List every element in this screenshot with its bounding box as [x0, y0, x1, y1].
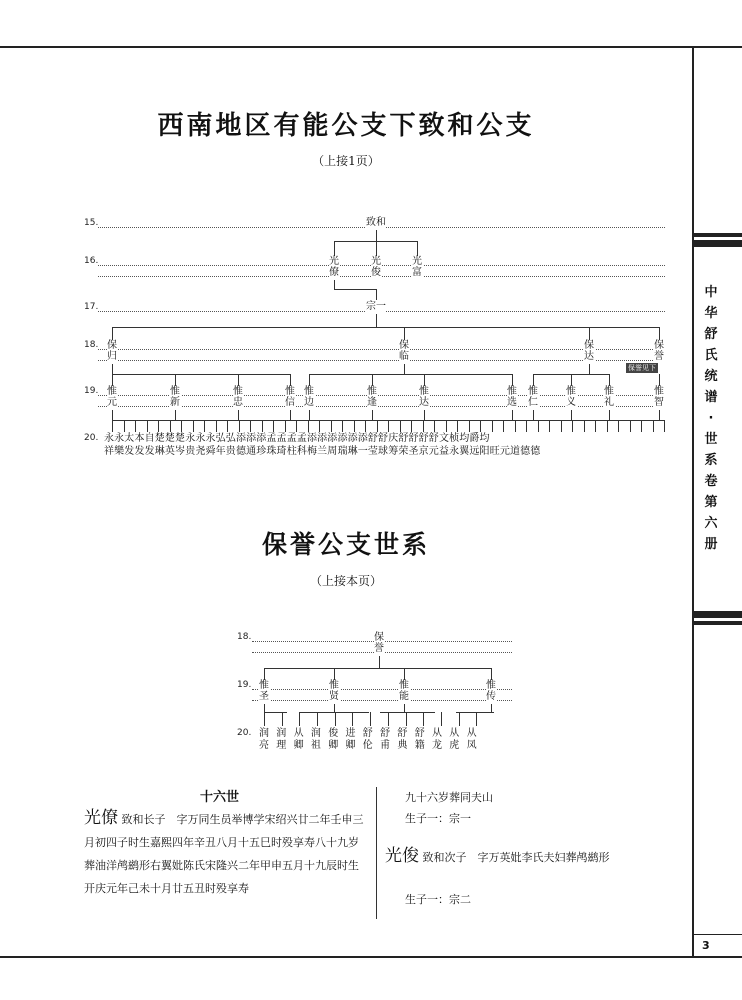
bio-entry-guangjun [385, 845, 670, 869]
generation-heading: 十六世 [200, 790, 240, 805]
person-t2-gen19-4: 惟 传 [486, 680, 496, 702]
person-gen19-8: 惟 选 [507, 386, 517, 408]
person-baoyu: 保 誉 [654, 340, 664, 362]
section-title: 保誉公支世系 [261, 530, 430, 559]
gen-label-20: 20. [84, 433, 99, 443]
bottom-border [0, 956, 742, 958]
sidebar-band-bottom-2 [694, 621, 742, 625]
section-subtitle: （上接本页） [309, 574, 382, 588]
gen-label-17: 17. [84, 302, 99, 312]
bio-name-guangjun: 光俊 [385, 846, 419, 866]
person-guangliao: 光 僚 [329, 256, 339, 278]
person-gen19-6: 惟 逢 [367, 386, 377, 408]
gen-label-18b: 18. [237, 632, 252, 642]
person-baogui: 保 归 [107, 340, 117, 362]
person-gen19-1: 惟 元 [107, 386, 117, 408]
page-title: 西南地区有能公支下致和公支 [157, 111, 535, 141]
bio-col2-line2: 生子一：宗一 [405, 812, 471, 825]
person-t2-gen19-2: 惟 贤 [329, 680, 339, 702]
person-guangfu: 光 富 [412, 256, 422, 278]
person-gen19-10: 惟 义 [566, 386, 576, 408]
bio-col2-line3: 生子一：宗二 [405, 893, 471, 906]
gen20-row-bottom: 祥樂发发发琳英岑贵尧舜年贵德通珍珠琦柱科梅兰周瑞琳一莹球筹荣圣京元益永翼远阳旺元道德德 [104, 446, 541, 457]
bio-column-divider [376, 787, 377, 919]
person-gen19-4: 惟 信 [285, 386, 295, 408]
sidebar-band-bottom [694, 611, 742, 618]
person-gen19-3: 惟 忠 [233, 386, 243, 408]
gen-label-19b: 19. [237, 680, 252, 690]
side-volume-title: 中华舒氏统谱·世系卷 第六册 [704, 285, 718, 552]
gen20-row-top: 永永太本自楚楚楚永永永弘弘添添添孟孟孟孟添添添添添添舒舒庆舒舒舒舒文桢均爵均 [104, 433, 490, 444]
person-zongyi: 宗一 [366, 301, 386, 312]
bio-text-guangjun: 致和次子 字万英妣李氏夫妇葬鸬鹚形 [422, 851, 610, 864]
person-guangjun: 光 俊 [371, 256, 381, 278]
person-t2-gen19-1: 惟 圣 [259, 680, 269, 702]
gen20b-row-top: 润润从润俊进舒舒舒舒从从从 [259, 728, 484, 739]
bio-text-guangliao: 致和长子 字万同生员举博学宋绍兴廿二年壬申三月初四子时生嘉熙四年辛丑八月十五巳时殁享寿八十九岁葬油洋鸬鹚形右翼妣陈氏宋隆兴二年甲申五月十九辰时生开庆元年己未十月廿五丑时殁享寿 [84, 813, 364, 895]
sidebar-page-line [694, 934, 742, 935]
person-gen19-11: 惟 礼 [604, 386, 614, 408]
person-gen19-5: 惟 边 [304, 386, 314, 408]
person-baolin: 保 临 [399, 340, 409, 362]
person-gen19-7: 惟 达 [419, 386, 429, 408]
person-baoyu-root: 保 誉 [374, 632, 384, 654]
bio-entry-guangliao [84, 807, 366, 900]
page-subtitle: （上接1页） [312, 154, 380, 168]
person-zhihe: 致和 [366, 217, 386, 228]
sidebar-divider [692, 47, 694, 957]
see-below-note: 保誉见下 [628, 364, 656, 372]
person-gen19-9: 惟 仁 [528, 386, 538, 408]
top-border [0, 46, 742, 48]
page-number: 3 [702, 939, 710, 952]
gen-label-15: 15. [84, 218, 99, 228]
bio-col2-line1: 九十六岁葬同夫山 [405, 791, 493, 804]
gen-label-16: 16. [84, 256, 99, 266]
gen-label-20b: 20. [237, 728, 252, 738]
sidebar-band-top-2 [694, 240, 742, 247]
sidebar-band-top [694, 233, 742, 237]
person-t2-gen19-3: 惟 能 [399, 680, 409, 702]
person-gen19-12: 惟 智 [654, 386, 664, 408]
person-baoda: 保 达 [584, 340, 594, 362]
gen-label-19: 19. [84, 386, 99, 396]
gen20b-row-bottom: 亮理卿祖卿卿伦甫典籍龙虎凤 [259, 740, 484, 751]
person-gen19-2: 惟 新 [170, 386, 180, 408]
bio-name-guangliao: 光僚 [84, 808, 118, 828]
gen-label-18: 18. [84, 340, 99, 350]
